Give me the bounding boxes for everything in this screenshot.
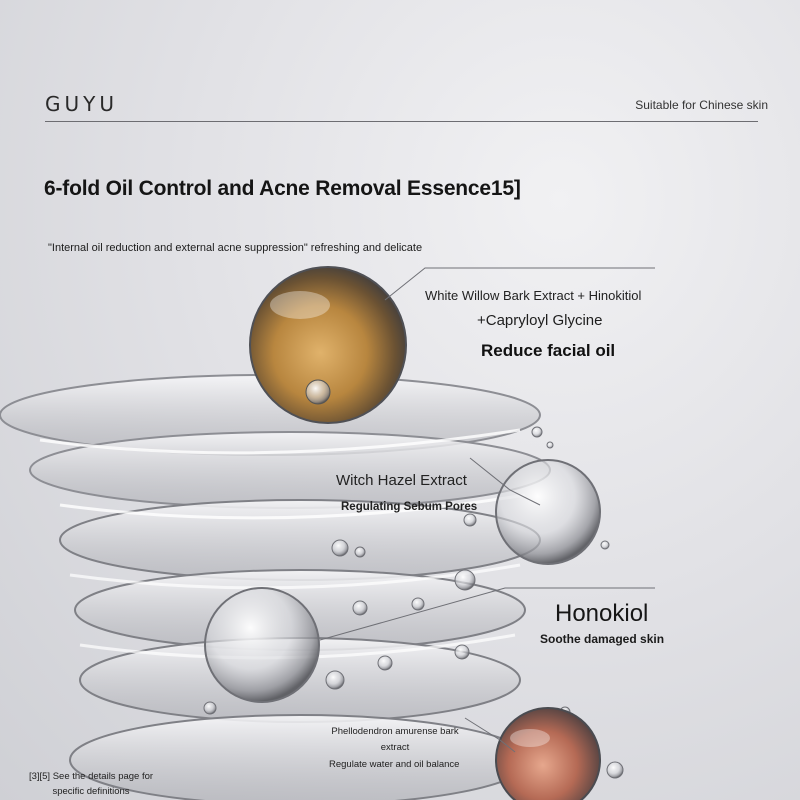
ingredient-2-effect: Regulating Sebum Pores [341,501,478,513]
ingredient-1-effect: Reduce facial oil [481,341,616,360]
ingredient-3-effect: Soothe damaged skin [540,632,665,646]
ingredient-1-name-line1: White Willow Bark Extract + Hinokitiol [425,288,642,303]
ingredient-4-effect: Regulate water and oil balance [329,759,460,770]
ingredient-1-name-line2: +Capryloyl Glycine [477,312,603,329]
page-subtitle: "Internal oil reduction and external acne suppression" refreshing and delicate [48,242,423,254]
brand-logo: GUYU [45,92,118,116]
clear-bubble-lower [205,588,319,702]
rose-bubble [496,708,600,800]
tagline: Suitable for Chinese skin [635,98,768,112]
ingredient-3-name: Honokiol [555,600,649,627]
page-title: 6-fold Oil Control and Acne Removal Essence15] [44,177,521,200]
ingredient-4-name: Phellodendron amurense bark extract [331,726,459,753]
footnote: [3][5] See the details page for specific definitions [28,771,154,797]
clear-bubble [496,460,600,564]
header-divider [45,121,758,122]
amber-bubble [250,267,406,423]
ingredient-2-name: Witch Hazel Extract [336,472,467,489]
